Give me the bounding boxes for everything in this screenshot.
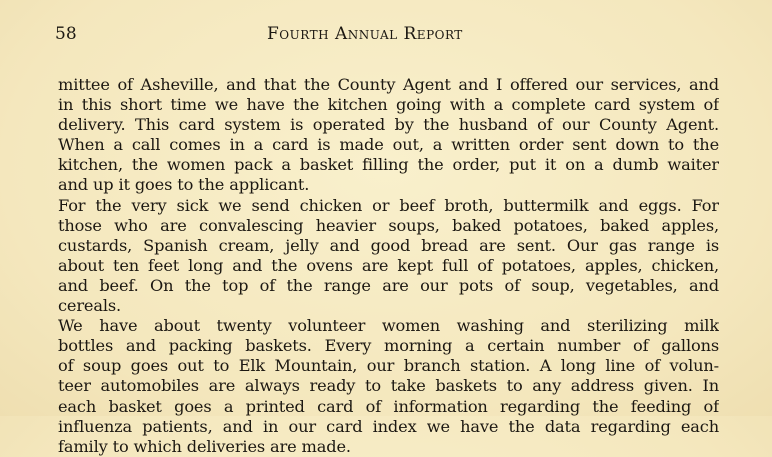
text-line: each basket goes a printed card of information regarding the feeding of xyxy=(58,396,719,416)
text-line: bottles and packing baskets. Every morning a certain number of gallons xyxy=(58,336,719,356)
text-line: about ten feet long and the ovens are kept full of potatoes, apples, chicken, xyxy=(58,255,719,275)
paragraph xyxy=(58,316,719,457)
text-line: and beef. On the top of the range are our pots of soup, vegetables, and xyxy=(58,275,719,295)
text-line: cereals. xyxy=(58,296,122,316)
text-line: For the very sick we send chicken or beef broth, buttermilk and eggs. For xyxy=(58,195,719,215)
text-line: teer automobiles are always ready to take baskets to any address given. In xyxy=(58,376,719,396)
paragraph xyxy=(58,196,719,317)
running-title: Fourth Annual Report xyxy=(267,24,463,44)
text-line: delivery. This card system is operated by the husband of our County Agent. xyxy=(58,115,719,135)
text-line: family to which deliveries are made. xyxy=(58,436,351,456)
page-number: 58 xyxy=(55,24,77,44)
text-line: custards, Spanish cream, jelly and good bread are sent. Our gas range is xyxy=(58,235,719,255)
body-text xyxy=(58,75,719,457)
text-line: kitchen, the women pack a basket filling the order, put it on a dumb waiter xyxy=(58,155,719,175)
text-line: of soup goes out to Elk Mountain, our branch station. A long line of volun- xyxy=(58,356,719,376)
paragraph xyxy=(58,75,719,196)
text-line: When a call comes in a card is made out, a written order sent down to the xyxy=(58,135,719,155)
text-line: mittee of Asheville, and that the County Agent and I offered our services, and xyxy=(58,75,719,94)
text-line: influenza patients, and in our card index we have the data regarding each xyxy=(58,416,719,436)
page-header xyxy=(55,24,720,46)
text-line: We have about twenty volunteer women washing and sterilizing milk xyxy=(58,316,719,336)
text-line: and up it goes to the applicant. xyxy=(58,175,310,195)
text-line: in this short time we have the kitchen going with a complete card system of xyxy=(58,95,719,115)
text-line: those who are convalescing heavier soups, baked potatoes, baked apples, xyxy=(58,215,719,235)
